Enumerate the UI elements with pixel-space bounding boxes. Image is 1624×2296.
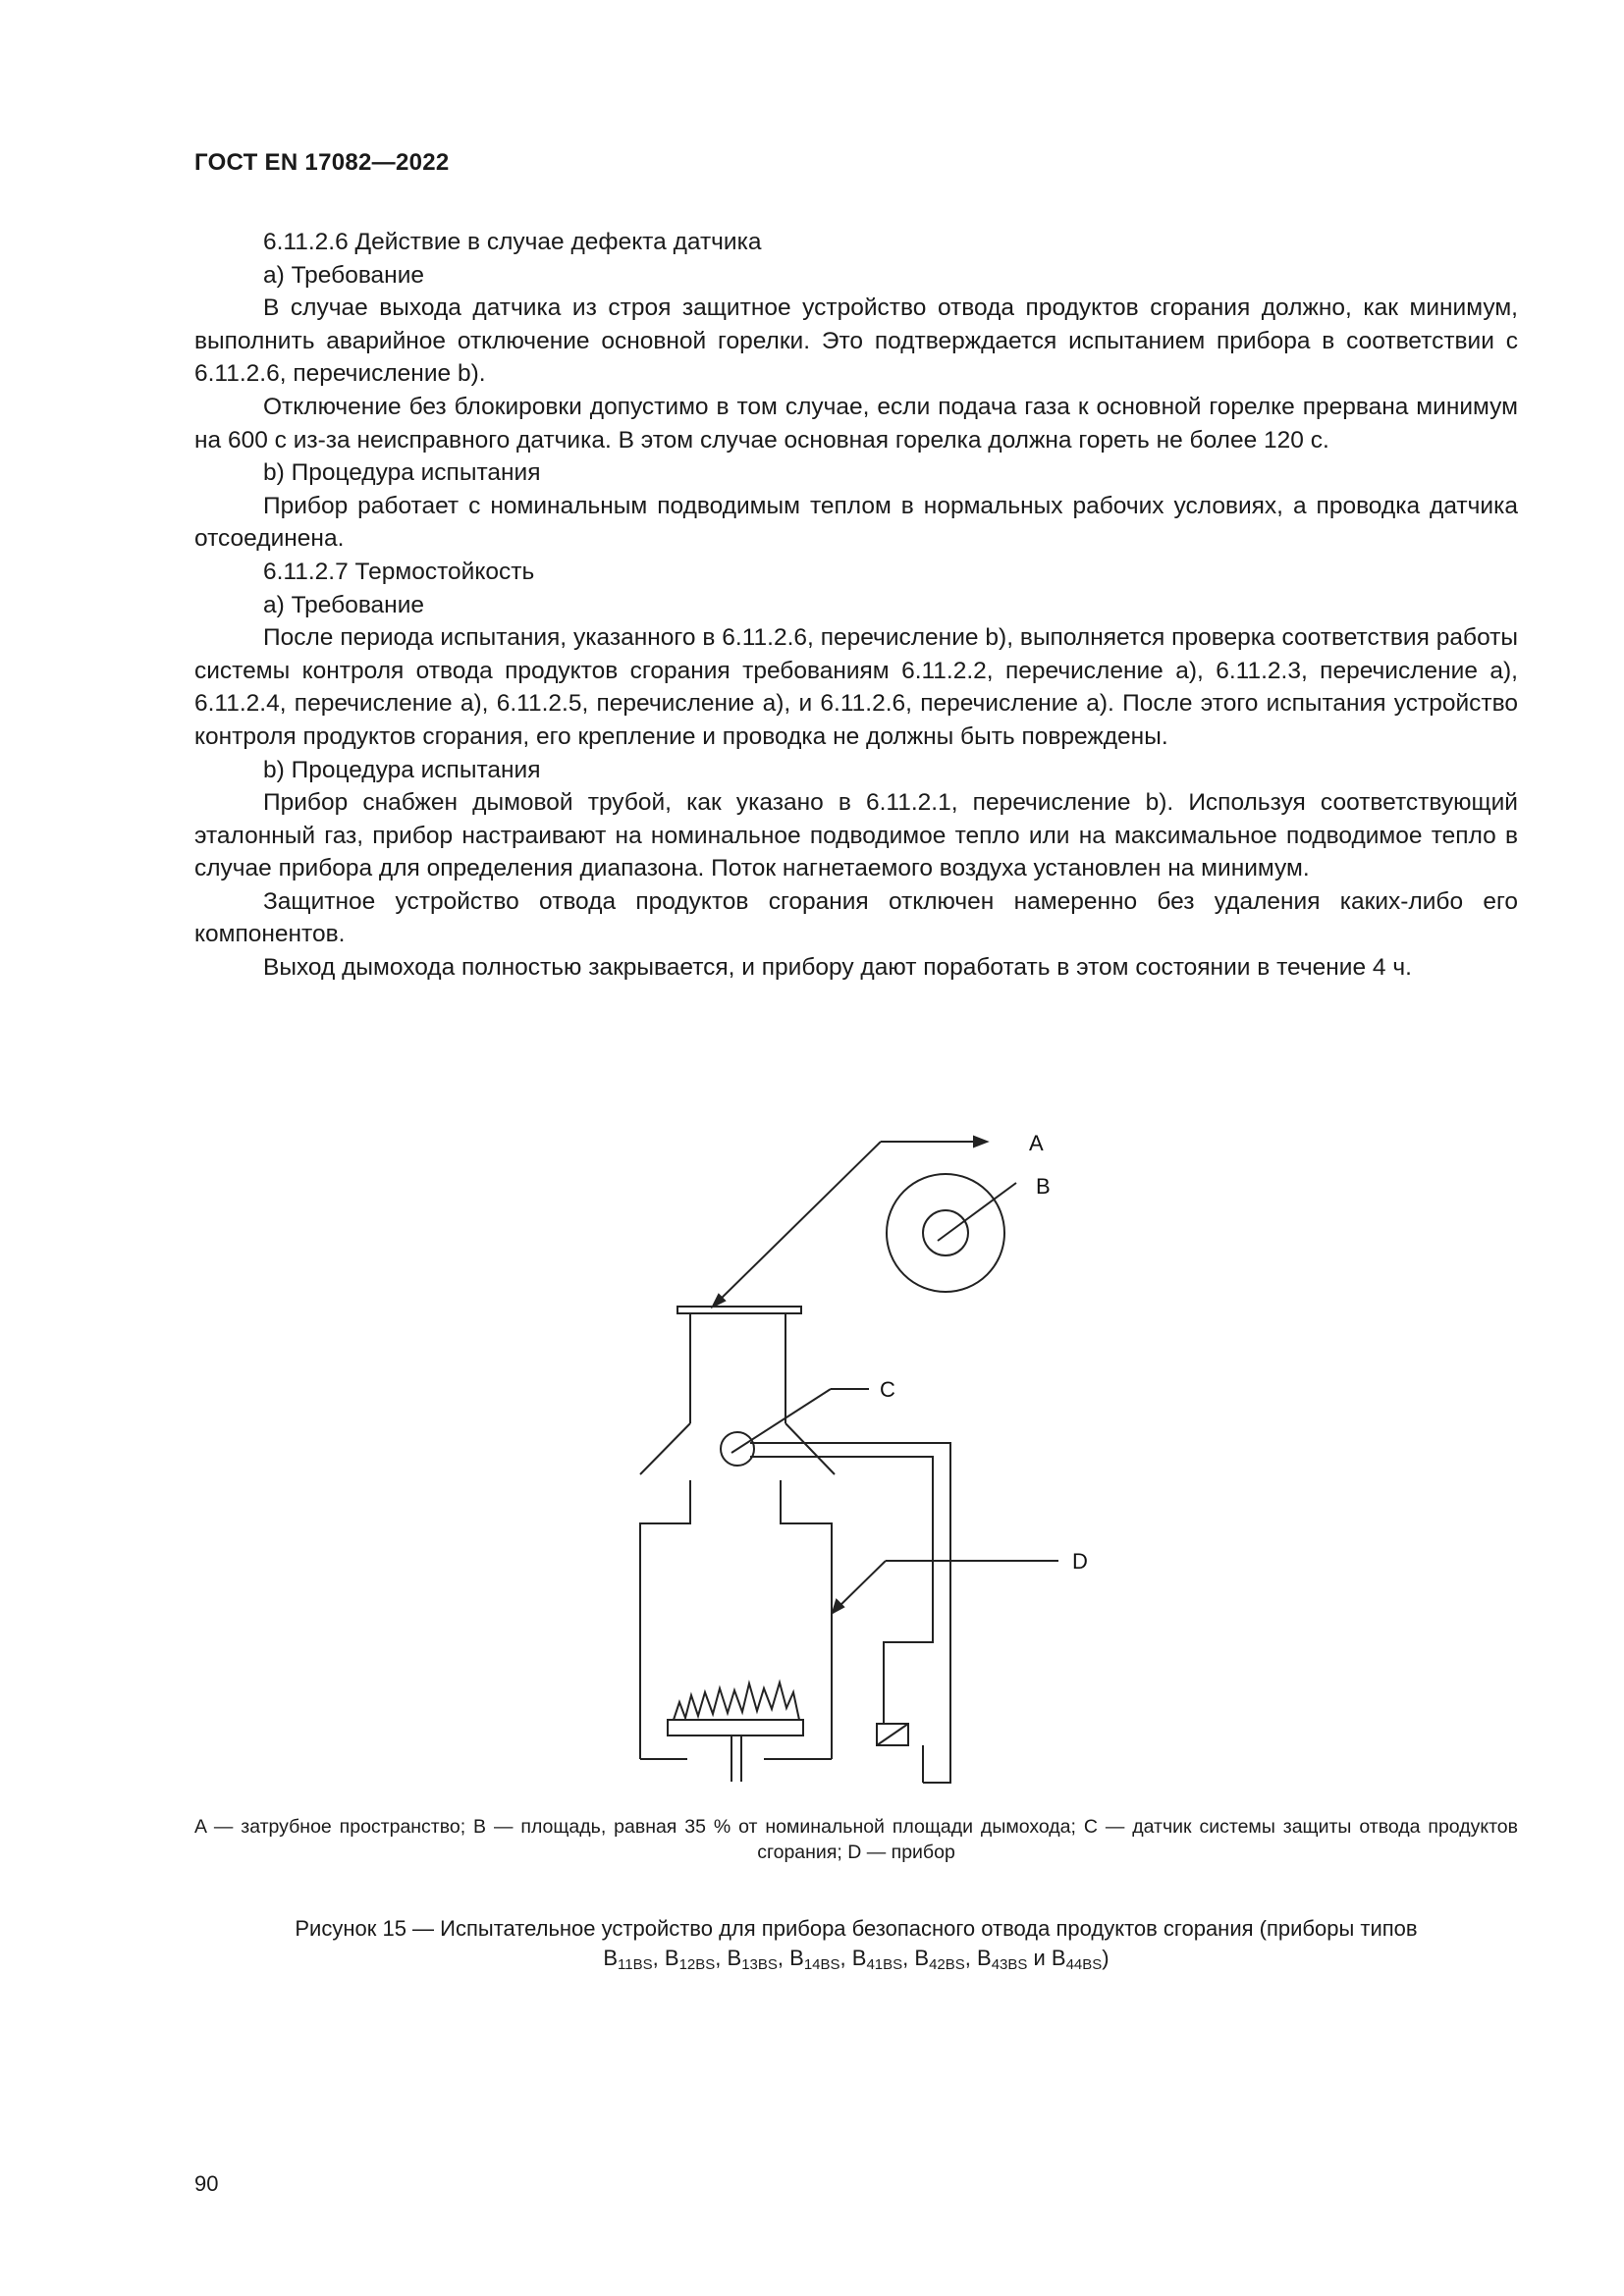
appliance-type: $B_{13BS}$, bbox=[727, 1946, 790, 1973]
sensor-wiring bbox=[750, 1457, 933, 1724]
appliance-type: $B_{41BS}$, bbox=[851, 1946, 915, 1973]
subheading-test-procedure: b) Процедура испытания bbox=[263, 756, 541, 783]
page-number: 90 bbox=[194, 2171, 219, 2196]
leader-line-a bbox=[713, 1142, 881, 1307]
caption-appliance-types bbox=[194, 1944, 1518, 1973]
label-b: B bbox=[1036, 1174, 1051, 1199]
figure-caption bbox=[194, 1914, 1518, 1973]
paragraph: Защитное устройство отвода продуктов сгорания отключен намеренно без удаления каких-либо его компонентов. bbox=[194, 887, 1518, 948]
annular-space-circle bbox=[887, 1174, 1004, 1292]
paragraph: Прибор работает с номинальным подводимым теплом в нормальных рабочих условиях, а проводка датчика отсоединена. bbox=[194, 492, 1518, 553]
flue-cap-plate bbox=[677, 1307, 801, 1313]
appliance-type: $B_{12BS}$, bbox=[664, 1946, 728, 1973]
appliance-type: $B_{11BS}$, bbox=[603, 1946, 665, 1973]
burner-flames bbox=[674, 1682, 799, 1720]
caption-title: Рисунок 15 — Испытательное устройство для прибора безопасного отвода продуктов сгорания (приборы типов bbox=[295, 1916, 1418, 1941]
section-heading-6-11-2-7: 6.11.2.7 Термостойкость bbox=[263, 558, 535, 585]
paragraph: После периода испытания, указанного в 6.11.2.6, перечисление b), выполняется проверка соответствия работы системы контроля отвода продуктов сгорания требованиям 6.11.2.2, перечисление а), 6.11.2.3, перечисление а), 6.11.2.4, перечисление а), 6.11.2.5, перечисление а), и 6.11.2.6, перечисление а). После этого испытания устройство контроля продуктов сгорания, его крепление и проводка не должны быть повреждены. bbox=[194, 624, 1518, 750]
appliance-type: $B_{14BS}$, bbox=[789, 1946, 852, 1973]
appliance-neck bbox=[640, 1480, 690, 1759]
paragraph: Отключение без блокировки допустимо в том случае, если подача газа к основной горелке прервана минимум на 600 с из-за неисправного датчика. В этом случае основная горелка должна гореть не более 120 с. bbox=[194, 393, 1518, 454]
figure-15-diagram bbox=[609, 1104, 1119, 1791]
label-c: C bbox=[880, 1377, 895, 1402]
label-a: A bbox=[1029, 1131, 1044, 1155]
arrowhead bbox=[974, 1137, 987, 1147]
document-header: ГОСТ EN 17082—2022 bbox=[194, 149, 450, 176]
subheading-test-procedure: b) Процедура испытания bbox=[263, 459, 541, 487]
flue-area-circle bbox=[923, 1210, 968, 1255]
paragraph: Прибор снабжен дымовой трубой, как указано в 6.11.2.1, перечисление b). Используя соответствующий эталонный газ, прибор настраивают на номинальное подводимое тепло или на максимальное подводимое тепло в случае прибора для определения диапазона. Поток нагнетаемого воздуха установлен на минимум. bbox=[194, 789, 1518, 882]
draught-diverter bbox=[785, 1423, 835, 1474]
appliance-type: $B_{42BS}$, bbox=[914, 1946, 977, 1973]
control-unit-diagonal bbox=[877, 1724, 908, 1745]
paragraph: В случае выхода датчика из строя защитное устройство отвода продуктов сгорания должно, как минимум, выполнить аварийное отключение основной горелки. Это подтверждается испытанием прибора в соответствии с 6.11.2.6, перечисление b). bbox=[194, 294, 1518, 388]
appliance-neck bbox=[781, 1480, 832, 1759]
arrowhead bbox=[833, 1600, 843, 1613]
paragraph: Выход дымохода полностью закрывается, и прибору дают поработать в этом состоянии в течение 4 ч. bbox=[263, 954, 1412, 982]
subheading-requirement: а) Требование bbox=[263, 591, 425, 618]
burner bbox=[668, 1720, 803, 1735]
figure-legend: A — затрубное пространство; B — площадь, равная 35 % от номинальной площади дымохода; C — датчик системы защиты отвода продуктов сгорания; D — прибор bbox=[194, 1816, 1518, 1863]
appliance-type: $B_{43BS}$ и bbox=[977, 1946, 1052, 1973]
section-heading-6-11-2-6: 6.11.2.6 Действие в случае дефекта датчика bbox=[263, 229, 762, 255]
body-text bbox=[194, 226, 1518, 985]
subheading-requirement: а) Требование bbox=[263, 261, 425, 289]
label-d: D bbox=[1072, 1549, 1088, 1574]
draught-diverter bbox=[640, 1423, 690, 1474]
appliance-type: $B_{44BS}$) bbox=[1051, 1946, 1110, 1973]
